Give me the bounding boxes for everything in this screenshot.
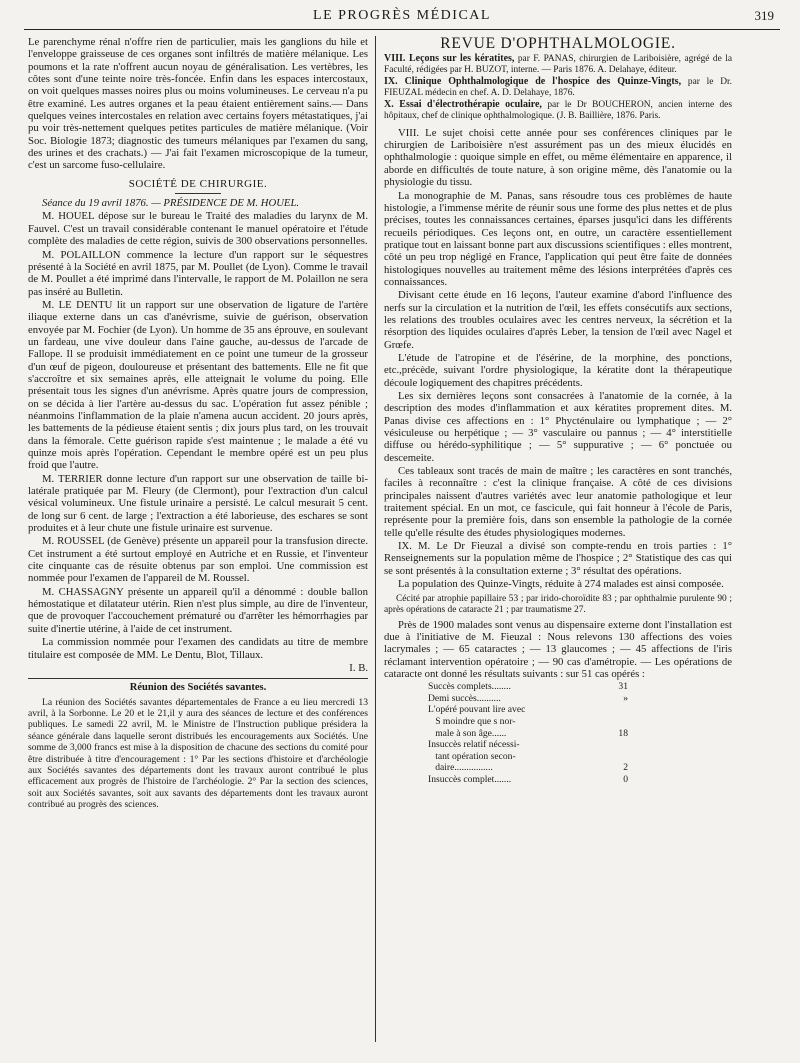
cecite-note: Cécité par atrophie papillaire 53 ; par irido-choroïdite 83 ; par ophthalmie purulente 90 ; après opérations de cataracte 21 ; par traumatisme 27.: [384, 593, 732, 615]
results-row: [428, 681, 628, 693]
results-row: [428, 728, 628, 740]
review-title: REVUE D'OPHTHALMOLOGIE.: [440, 36, 676, 52]
result-value: [608, 751, 628, 763]
result-value: 2: [623, 762, 628, 774]
bibliography-viii: [384, 54, 732, 76]
paragraph-atropine: L'étude de l'atropine et de l'ésérine, de la morphine, des ponctions, etc.,précède, suivant l'ordre physiologique, la kératite dont la thérapeutique découle logiquement des chapitres précédents.: [384, 351, 732, 389]
results-row: [428, 762, 628, 774]
right-column: [384, 36, 732, 1063]
reunion-paragraph: La réunion des Sociétés savantes départementales de France a eu lieu mercredi 13 avril, à la Sorbonne. Le 20 et le 21,il y aura des séances de lecture et des conférences publiques. Le samedi 22 avril, M. le Ministre de l'Instruction publique présidera la séance générale dans laquelle seront distribués les encouragements aux Sociétés. Une somme de 3,000 francs est mise à la disposition de chacune des sections du comité pour être distribuée à titre d'encouragement : 1° Par les sections d'histoire et d'archéologie aux Sociétés savantes des départements dont les travaux auront contribué le plus efficacement aux progrès de l'histoire de l'archéologie. 2° Par la section des sciences, soit aux Sociétés savantes, soit aux savants des départements dont les travaux auront contribué au progrès des sciences.: [28, 696, 368, 811]
section-title: SOCIÉTÉ DE CHIRURGIE.: [128, 177, 268, 190]
results-row: [428, 704, 628, 716]
results-row: [428, 751, 628, 763]
bib-ix-text: par le Dr. FIEUZAL médecin en chef. A. D. Delahaye, 1876.: [384, 77, 732, 99]
result-value: 31: [618, 681, 628, 693]
result-label: male à son âge......: [428, 727, 507, 739]
bib-ix-heading: IX. Clinique Ophthalmologique de l'hospice des Quinze-Vingts,: [384, 76, 682, 88]
result-label: S moindre que s nor-: [428, 716, 516, 727]
result-label: daire................: [428, 762, 493, 774]
bib-viii-text: par F. PANAS, chirurgien de Lariboisière, agrégé de la Faculté, rédigées par H. BUZOT, interne. — Paris 1876. A. Delahaye, éditeur.: [384, 54, 732, 76]
results-row: [428, 774, 628, 786]
bib-viii-heading: VIII. Leçons sur les kératites,: [384, 53, 515, 65]
bibliography-ix: [384, 77, 732, 99]
results-row: [428, 739, 628, 751]
paragraph-ix: IX. M. Le Dr Fieuzal a divisé son compte-rendu en trois parties : 1° Renseignements sur la population même de l'hospice ; 2° Statistique des cas qui se sont présentés à la consultation externe ; 3° résultat des opérations.: [384, 540, 732, 577]
seance-line: Séance du 19 avril 1876. — PRÉSIDENCE DE M. HOUEL.: [42, 197, 300, 210]
column-divider: [375, 36, 376, 1042]
results-row: [428, 716, 628, 728]
page-number: 319: [754, 8, 774, 23]
paragraph-monographie: La monographie de M. Panas, sans résoudre tous ces problèmes de haute histologie, a l'immense mérite de réunir sous une forme des plus nettes et de plus précises, toutes les connaissances certaines, éparses jusqu'ici dans les différents recueils périodiques. Ces leçons ont, en outre, un caractère essentiellement pratique tout en laissant bonne part aux discussions scientifiques : elles montrent, côté un peu trop négligé en France, l'application qui peut être faite de données histologiques nouvelles au traitement même des lésions interprétées d'après ces connaissances.: [384, 189, 732, 288]
journal-title: LE PROGRÈS MÉDICAL: [313, 8, 491, 23]
paragraph-houel: M. HOUEL dépose sur le bureau le Traité des maladies du larynx de M. Fauvel. C'est un travail considérable contenant le manuel opératoire et l'étude complète des maladies de cette région, suivis de 300 observations personnelles.: [28, 210, 368, 248]
intro-paragraph: Le parenchyme rénal n'offre rien de particulier, mais les ganglions du hile et l'enveloppe graisseuse de ces organes sont infiltrés de matière mélanique. Les poumons et la rate n'offrent aucun noyau de généralisation. Les vertèbres, les côtes sont d'une teinte noire très-foncée. Enfin dans les espaces intercostaux, on voit quelques masses noires plus ou moins volumineuses. Le cerveau n'a pu être examiné. Les autres organes et la peau étaient entièrement sains.— Dans quelques veines intercostales en relation avec certains foyers métastatiques, j'ai pu voir très-nettement quelques petites particules de matière mélanique. (Voir Soc. Biologie 1873; diagnostic des tumeurs mélaniques par l'examen du sang, des urines et des crachats.) — J'ai fait l'examen microscopique de la tumeur, c'est un sarcome fuso-cellulaire.: [28, 36, 368, 172]
paragraph-lecons: Divisant cette étude en 16 leçons, l'auteur examine d'abord l'influence des nerfs sur la circulation et la nutrition de l'œil, les effets consécutifs aux sections, les relations des troubles oculaires avec les centres nerveux, la sécrétion et la résorption des liquides oculaires d'après Leber, la tension de l'œil avec Nagel et Grœfe.: [384, 289, 732, 351]
result-value: 0: [623, 773, 628, 785]
result-label: Insuccès relatif nécessi-: [428, 739, 520, 751]
paragraph-viii: VIII. Le sujet choisi cette année pour ses conférences cliniques par le chirurgien de Lariboisière n'est assurément pas un des mieux élucidés en ophthalmologie : quoique simple en effet, ou même élémentaire en apparence, il aborde en difficultés de toute nature, à son origine même, dès l'anatomie ou la physiologie du tissu.: [384, 126, 732, 189]
results-table: [428, 681, 628, 785]
result-label: Succès complets........: [428, 681, 511, 693]
paragraph-keratites: Les six dernières leçons sont consacrées à l'anatomie de la cornée, à la description des modes d'inflammation et aux kératites proprement dites. M. Panas divise ces affections en : 1° Phycténulaire ou lymphatique ; — 2° vésiculeuse ou herpétique ; — 3° vasculaire ou pannus ; — 4° interstitielle diffuse ou hérédo-syphilitique ; — 5° suppurative ; — 6° ponctuée ou descemeite.: [384, 390, 732, 464]
paragraph-population: La population des Quinze-Vingts, réduite à 274 malades est ainsi composée.: [398, 578, 724, 591]
left-column: [28, 36, 368, 1063]
paragraph-le-dentu: M. LE DENTU lit un rapport sur une observation de ligature de l'artère iliaque externe dans un cas d'anévrisme, suivie de guérison, observation envoyée par M. Fochier (de Lyon). Un homme de 35 ans éprouve, en soulevant un fardeau, une vive douleur dans l'aine gauche, au-dessus de l'arcade de Fallope. Il se produisit immédiatement en ce point une tumeur de la grosseur d'un œuf de pigeon, douloureuse et présentant des battements. Elle ne fit que s'accroître et six semaines après, elle atteignait le volume du poing. Elle présentait tous les signes d'un anévrisme. Après quatre jours de compression, on se décida à lier l'artère au-dessus du sac. L'opération fut assez pénible ; néanmoins l'inflammation de la plaie n'amena aucun accident. 20 jours après, les battements de la pédieuse étaient sentis ; dix jours plus tard, on les trouvait dans la fémorale. Cette guérison rapide s'est maintenue ; le malade a été vu quinze mois après l'opération. Cependant le membre opéré est un peu plus froid que l'autre.: [28, 298, 368, 472]
paragraph-roussel: M. ROUSSEL (de Genève) présente un appareil pour la transfusion directe. Cet instrument a été surtout employé en Autriche et en Russie, et l'inventeur cite cinquante cas de résuite obtenus par son emploi. Une commission est nommée pour l'examen de l'appareil de M. Roussel.: [28, 535, 368, 585]
result-label: L'opéré pouvant lire avec: [428, 704, 526, 716]
paragraph-tableaux: Ces tableaux sont tracés de main de maître ; les caractères en sont tranchés, faciles à reconnaître : c'est la clinique française. A côté de ces divisions principales naissent d'autres variétés avec leur anatomie pathologique et leur traitement spécial. En un mot, ce fascicule, qui fait honneur à l'école de Paris, représente pour la première fois, dans son ensemble la pathologie de la cornée telle qu'elle résulte des études physiologiques modernes.: [384, 465, 732, 539]
bibliography-x: [384, 100, 732, 122]
results-row: [428, 693, 628, 705]
result-value: [608, 739, 628, 751]
paragraph-dispensaire: Près de 1900 malades sont venus au dispensaire externe dont l'installation est due à l'initiative de M. Fieuzal : Nous relevons 130 affections des voies lacrymales ; — 65 cataractes ; — 13 glaucomes ; — 45 affections de l'iris réclamant intervention opératoire ; — 90 cas d'amétropie. — Les opérations de cataracte ont donné les résultats suivants : sur 51 cas opérés :: [384, 618, 732, 680]
result-value: [608, 704, 628, 716]
paragraph-commission: La commission nommée pour l'examen des candidats au titre de membre titulaire est composée de MM. Le Dentu, Blot, Tillaux.: [28, 636, 368, 661]
header-rule: [24, 29, 780, 30]
result-value: 18: [618, 727, 628, 739]
paragraph-polaillon: M. POLAILLON commence la lecture d'un rapport sur le séquestres présenté à la Société en avril 1875, par M. Poullet (de Lyon). Comme le travail de M. Poullet a été imprimé dans l'intervalle, le rapport de M. Polaillon ne sera pas inséré au Bulletin.: [28, 248, 368, 298]
section-rule: [175, 193, 221, 194]
result-value: [608, 716, 628, 728]
result-label: tant opération secon-: [428, 750, 516, 762]
bib-x-heading: X. Essai d'électrothérapie oculaire,: [384, 98, 542, 110]
result-label: Insuccès complet.......: [428, 773, 512, 785]
paragraph-terrier: M. TERRIER donne lecture d'un rapport sur une observation de taille bi-latérale pratiquée par M. Fleury (de Clermont), pour l'extraction d'un calcul vésical volumineux. Une fistule urinaire a persisté. Le calcul mesurait 5 cent. de long sur 6 cent. de large ; l'extraction a été laborieuse, des eschares se sont produites et à leur chute une fistule urinaire est survenue.: [28, 472, 368, 535]
result-label: Demi succès..........: [428, 692, 501, 704]
result-value: »: [623, 692, 628, 704]
signature: I. B.: [349, 661, 368, 674]
reunion-title: Réunion des Sociétés savantes.: [129, 682, 267, 694]
page-header: [24, 6, 780, 30]
paragraph-chassagny: M. CHASSAGNY présente un appareil qu'il a dénommé : double ballon hémostatique et dilatateur utérin. Rien n'est plus simple, au dire de l'inventeur, que de provoquer l'accouchement prématuré ou d'arrêter les hémorrhagies par suite d'inertie utérine, à l'aide de cet instrument.: [28, 585, 368, 635]
divider: [28, 678, 368, 679]
bib-x-text: par le Dr BOUCHERON, ancien interne des hôpitaux, chef de clinique ophthalmologique. (J. B. Baillière, 1876. Paris.: [384, 99, 732, 121]
